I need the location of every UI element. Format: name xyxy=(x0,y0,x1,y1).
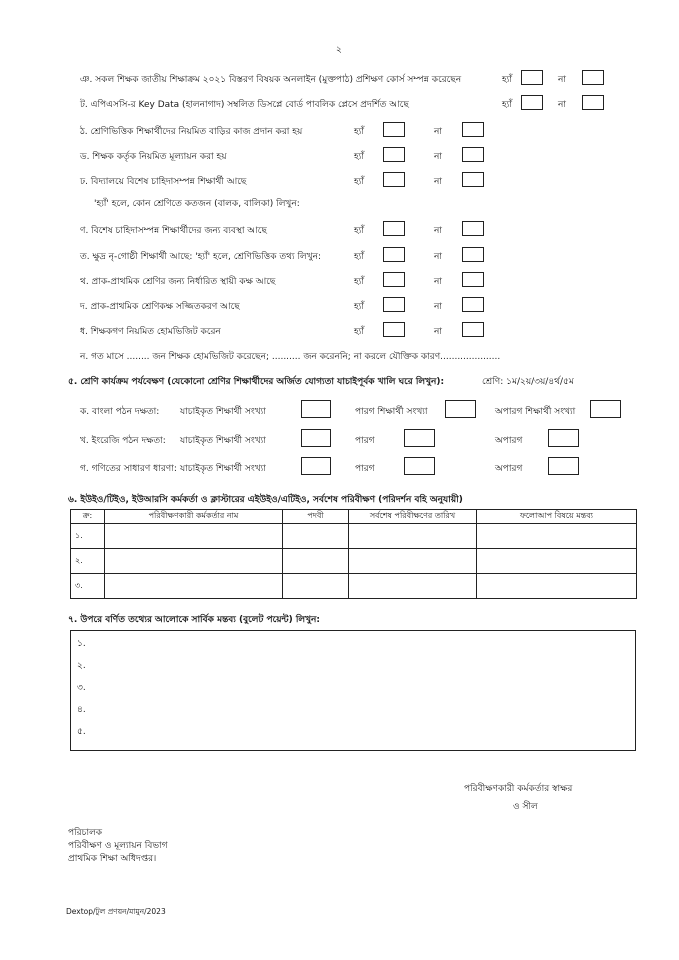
table-header: পরিবীক্ষণকারী কর্মকর্তার নাম xyxy=(105,510,283,524)
item-label: ঠ. শ্রেণিভিত্তিক শিক্ষার্থীদের নিয়মিত বাড়ির কাজ প্রদান করা হয় xyxy=(80,127,303,137)
yes-label: হ্যাঁ xyxy=(354,177,364,187)
yes-checkbox[interactable] xyxy=(383,147,405,162)
no-checkbox[interactable] xyxy=(462,322,484,337)
yes-label: হ্যাঁ xyxy=(354,252,364,262)
yes-label: হ্যাঁ xyxy=(502,75,512,85)
yes-label: হ্যাঁ xyxy=(354,127,364,137)
section5-classes: শ্রেণি: ১ম/২য়/৩য়/৪র্থ/৫ম xyxy=(482,377,574,387)
row-serial: ২. xyxy=(71,549,105,574)
section7-title: ৭. উপরে বর্ণিত তথ্যের আলোকে সার্বিক মন্তব্য (বুলেট পয়েন্ট) লিখুন: xyxy=(68,615,321,625)
no-label: না xyxy=(434,127,442,137)
table-cell[interactable] xyxy=(283,524,349,549)
signature-label: পরিবীক্ষণকারী কর্মকর্তার স্বাক্ষর xyxy=(464,784,573,794)
no-label: না xyxy=(434,327,442,337)
checked-count-input[interactable] xyxy=(301,400,331,418)
table-header: সর্বশেষ পরিবীক্ষণের তারিখ xyxy=(349,510,477,524)
table-cell[interactable] xyxy=(105,549,283,574)
table-cell[interactable] xyxy=(349,574,477,599)
incapable-count-input[interactable] xyxy=(548,457,579,475)
yes-checkbox[interactable] xyxy=(383,247,405,262)
no-checkbox[interactable] xyxy=(462,221,484,236)
section6-title: ৬. ইউইও/টিইও, ইউআরসি কর্মকর্তা ও ক্লাস্টারের এইউইও/এটিইও, সর্বশেষ পরিবীক্ষণ (পরিদর্শন বহি অনুযায়ী) xyxy=(68,495,463,505)
no-checkbox[interactable] xyxy=(462,272,484,287)
table-header: ফলোআপ বিষয়ে মন্তব্য xyxy=(477,510,637,524)
comment-bullet: ২. xyxy=(77,661,86,671)
no-label: না xyxy=(434,152,442,162)
comments-box[interactable] xyxy=(70,630,636,751)
yes-label: হ্যাঁ xyxy=(354,277,364,287)
no-label: না xyxy=(434,277,442,287)
comment-bullet: ৩. xyxy=(77,683,86,693)
yes-label: হ্যাঁ xyxy=(502,100,512,110)
item-label: দ. প্রাক-প্রাথমিক শ্রেণিকক্ষ সজ্জিতকরণ আছে xyxy=(80,302,240,312)
capable-count-input[interactable] xyxy=(404,457,435,475)
dha-subnote: 'হ্যাঁ' হলে, কোন শ্রেণিতে কতজন (বালক, বালিকা) লিখুন: xyxy=(94,199,300,209)
footer-division: পরিবীক্ষণ ও মূল্যায়ন বিভাগ xyxy=(68,841,168,851)
yes-checkbox[interactable] xyxy=(521,95,543,110)
item-label: ঞ. সকল শিক্ষক জাতীয় শিক্ষাক্রম ২০২১ বিস্তরণ বিষয়ক অনলাইন (মুক্তপাঠ) প্রশিক্ষণ কোর্স সম্পন্ন করেছেন xyxy=(80,75,462,85)
yes-label: হ্যাঁ xyxy=(354,327,364,337)
yes-label: হ্যাঁ xyxy=(354,152,364,162)
no-checkbox[interactable] xyxy=(582,70,604,85)
yes-label: হ্যাঁ xyxy=(354,226,364,236)
item-label: ণ. বিশেষ চাহিদাসম্পন্ন শিক্ষার্থীদের জন্য ব্যবস্থা আছে xyxy=(80,226,267,236)
item-label: ঢ. বিদ্যালয়ে বিশেষ চাহিদাসম্পন্ন শিক্ষার্থী আছে xyxy=(80,177,247,187)
no-checkbox[interactable] xyxy=(462,122,484,137)
incapable-count-label: অপারগ xyxy=(495,436,523,446)
row-serial: ৩. xyxy=(71,574,105,599)
file-reference: Dextop/টুল প্রণয়ন/মামুন/2023 xyxy=(66,907,166,916)
no-checkbox[interactable] xyxy=(462,172,484,187)
skill-label: গ. গণিতের সাধারণ ধারণা: xyxy=(80,464,177,474)
checked-count-label: যাচাইকৃত শিক্ষার্থী সংখ্যা xyxy=(180,436,266,446)
no-label: না xyxy=(434,302,442,312)
comment-bullet: ১. xyxy=(77,639,86,649)
capable-count-label: পারগ xyxy=(355,436,375,446)
observation-table xyxy=(70,509,637,599)
comment-bullet: ৫. xyxy=(77,727,86,737)
no-label: না xyxy=(434,177,442,187)
page-number: ২ xyxy=(336,45,342,55)
incapable-count-input[interactable] xyxy=(548,429,579,447)
yes-checkbox[interactable] xyxy=(383,172,405,187)
table-row xyxy=(71,574,637,599)
table-cell[interactable] xyxy=(105,524,283,549)
incapable-count-label: অপারগ xyxy=(495,464,523,474)
yes-checkbox[interactable] xyxy=(521,70,543,85)
no-label: না xyxy=(558,100,566,110)
footer-directorate: প্রাথমিক শিক্ষা অধিদপ্তর। xyxy=(68,854,157,864)
no-label: না xyxy=(558,75,566,85)
table-cell[interactable] xyxy=(283,574,349,599)
yes-checkbox[interactable] xyxy=(383,297,405,312)
no-checkbox[interactable] xyxy=(462,247,484,262)
table-cell[interactable] xyxy=(477,524,637,549)
yes-checkbox[interactable] xyxy=(383,122,405,137)
table-header: পদবী xyxy=(283,510,349,524)
checked-count-label: যাচাইকৃত শিক্ষার্থী সংখ্যা xyxy=(180,407,266,417)
table-cell[interactable] xyxy=(105,574,283,599)
yes-checkbox[interactable] xyxy=(383,322,405,337)
item-label: থ. প্রাক-প্রাথমিক শ্রেণির জন্য নির্ধারিত স্থায়ী কক্ষ আছে xyxy=(80,277,276,287)
checked-count-input[interactable] xyxy=(301,429,331,447)
no-label: না xyxy=(434,252,442,262)
item-label: ট. এপিএসসি-র Key Data (হালনাগাদ) সম্বলিত ডিসপ্লে বোর্ড পাবলিক প্লেসে প্রদর্শিত আছে xyxy=(80,100,409,110)
no-label: না xyxy=(434,226,442,236)
table-cell[interactable] xyxy=(349,524,477,549)
capable-count-label: পারগ xyxy=(355,464,375,474)
capable-count-input[interactable] xyxy=(445,400,476,418)
table-cell[interactable] xyxy=(349,549,477,574)
seal-label: ও সীল xyxy=(513,802,538,812)
table-row xyxy=(71,549,637,574)
section5-title: ৫. শ্রেণি কার্যক্রম পর্যবেক্ষণ (যেকোনো শ্রেণির শিক্ষার্থীদের অর্জিত যোগ্যতা যাচাইপূর্বক খালি ঘরে লিখুন): xyxy=(68,377,445,387)
yes-checkbox[interactable] xyxy=(383,221,405,236)
item-label: ত. ক্ষুদ্র নৃ-গোষ্ঠী শিক্ষার্থী আছে: 'হ্যাঁ' হলে, শ্রেণিভিত্তিক তথ্য লিখুন: xyxy=(80,252,322,262)
table-header: ক্র: xyxy=(71,510,105,524)
comment-bullet: ৪. xyxy=(77,705,86,715)
incapable-count-input[interactable] xyxy=(590,400,621,418)
capable-count-label: পারগ শিক্ষার্থী সংখ্যা xyxy=(355,407,428,417)
table-cell[interactable] xyxy=(477,574,637,599)
table-cell[interactable] xyxy=(477,549,637,574)
checked-count-label: যাচাইকৃত শিক্ষার্থী সংখ্যা xyxy=(180,464,266,474)
skill-label: ক. বাংলা পঠন দক্ষতা: xyxy=(80,407,160,417)
item-label: ধ. শিক্ষকগণ নিয়মিত হোমভিজিট করেন xyxy=(80,327,221,337)
no-checkbox[interactable] xyxy=(462,147,484,162)
item-label: ড. শিক্ষক কর্তৃক নিয়মিত মূল্যায়ন করা হয় xyxy=(80,152,227,162)
yes-checkbox[interactable] xyxy=(383,272,405,287)
table-row xyxy=(71,524,637,549)
no-checkbox[interactable] xyxy=(582,95,604,110)
checked-count-input[interactable] xyxy=(301,457,331,475)
row-serial: ১. xyxy=(71,524,105,549)
incapable-count-label: অপারগ শিক্ষার্থী সংখ্যা xyxy=(495,407,576,417)
skill-label: খ. ইংরেজি পঠন দক্ষতা: xyxy=(80,436,166,446)
capable-count-input[interactable] xyxy=(404,429,435,447)
footer-director: পরিচালক xyxy=(68,828,103,838)
homevisit-line: ন. গত মাসে ........ জন শিক্ষক হোমভিজিট করেছেন; .......... জন করেননি; না করলে যৌক্তিক কারণ..................... xyxy=(80,352,501,362)
table-cell[interactable] xyxy=(283,549,349,574)
yes-label: হ্যাঁ xyxy=(354,302,364,312)
no-checkbox[interactable] xyxy=(462,297,484,312)
